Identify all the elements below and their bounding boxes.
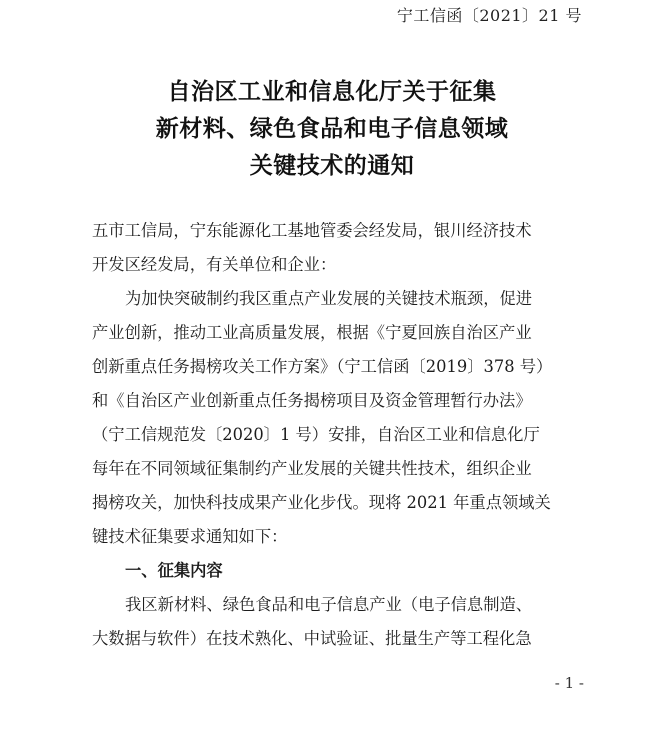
document-body — [92, 214, 592, 656]
salutation-line: 五市工信局，宁东能源化工基地管委会经发局，银川经济技术 — [92, 221, 532, 240]
paragraph-line: 产业创新，推动工业高质量发展，根据《宁夏回族自治区产业 — [92, 323, 532, 342]
paragraph-line: 大数据与软件）在技术熟化、中试验证、批量生产等工程化急 — [92, 629, 532, 648]
document-number: 宁工信函〔2021〕21 号 — [396, 6, 582, 25]
salutation-line: 开发区经发局，有关单位和企业： — [92, 255, 337, 274]
title-line: 自治区工业和信息化厅关于征集 — [167, 79, 497, 105]
paragraph-line: 和《自治区产业创新重点任务揭榜项目及资金管理暂行办法》 — [92, 391, 532, 410]
paragraph-line: 为加快突破制约我区重点产业发展的关键技术瓶颈，促进 — [125, 289, 533, 308]
paragraph-line: 键技术征集要求通知如下： — [92, 527, 288, 546]
document-title — [0, 74, 664, 185]
title-line: 关键技术的通知 — [249, 153, 415, 179]
section-heading: 一、征集内容 — [125, 561, 223, 580]
paragraph-line: 每年在不同领域征集制约产业发展的关键共性技术，组织企业 — [92, 459, 532, 478]
title-line: 新材料、绿色食品和电子信息领域 — [155, 116, 509, 142]
paragraph-line: （宁工信规范发〔2020〕1 号）安排，自治区工业和信息化厅 — [92, 425, 540, 444]
paragraph-line: 揭榜攻关，加快科技成果产业化步伐。现将 2021 年重点领域关 — [92, 493, 551, 512]
paragraph-line: 我区新材料、绿色食品和电子信息产业（电子信息制造、 — [125, 595, 533, 614]
page-number: - 1 - — [554, 674, 584, 692]
paragraph-line: 创新重点任务揭榜攻关工作方案》（宁工信函〔2019〕378 号） — [92, 357, 553, 376]
